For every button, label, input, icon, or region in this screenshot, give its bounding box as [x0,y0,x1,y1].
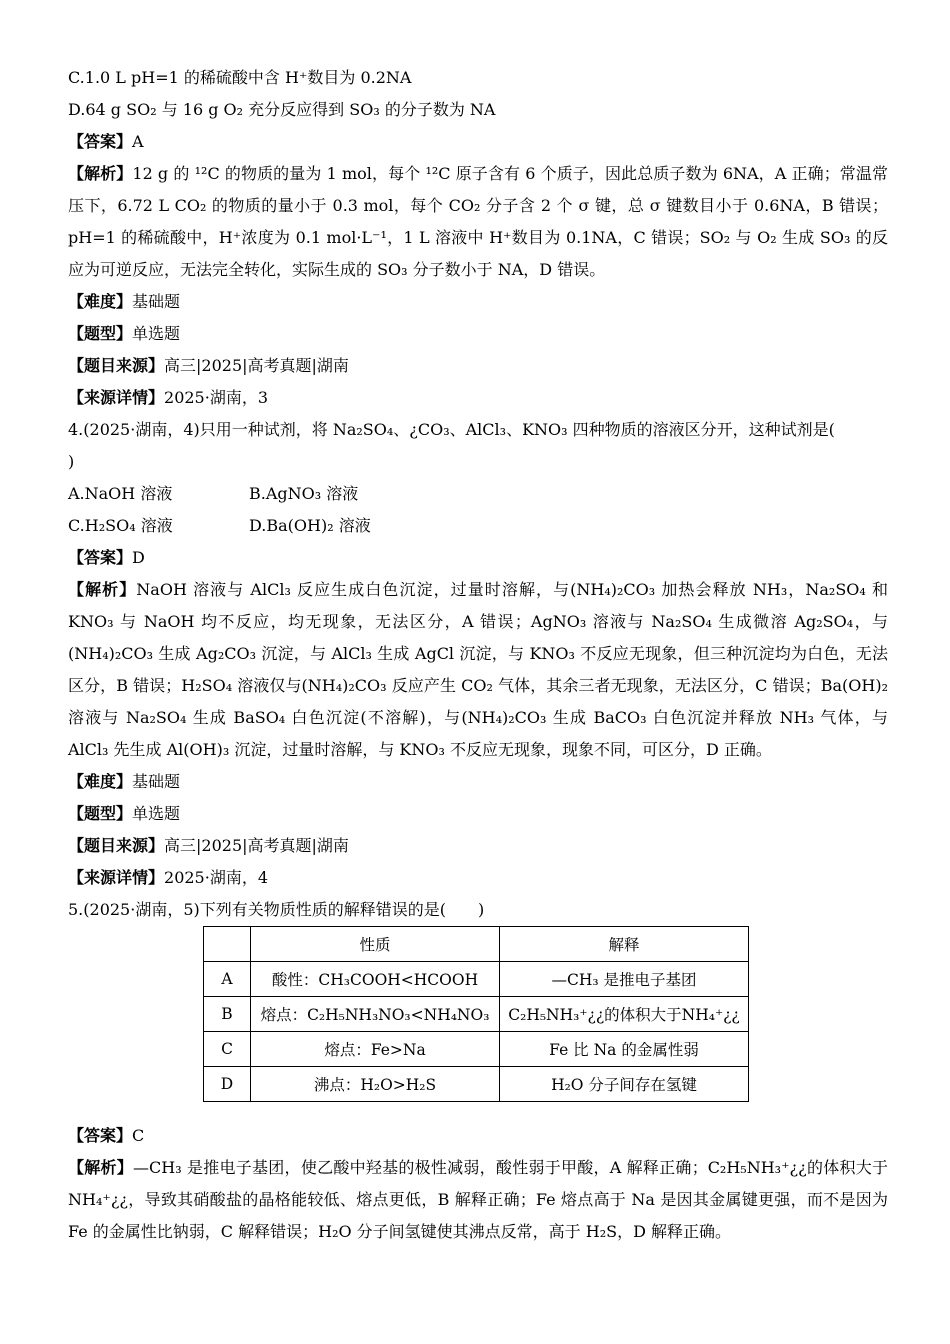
detail-tag: 【来源详情】 [68,868,165,887]
q5-analysis [68,1152,888,1248]
q4-option-b: B.AgNO₃ 溶液 [249,484,359,503]
q3-type [68,318,888,350]
table-cell: C [204,1032,251,1067]
spacer [68,1102,888,1120]
type-tag: 【题型】 [68,804,133,823]
difficulty-value: 基础题 [132,292,181,311]
table-cell: D [204,1067,251,1102]
q3-answer [68,126,888,158]
q3-difficulty [68,286,888,318]
analysis-text: 12 g 的 ¹²C 的物质的量为 1 mol，每个 ¹²C 原子含有 6 个质子，因此总质子数为 6NA，A 正确；常温常压下，6.72 L CO₂ 的物质的量小于 0.3 mol，每个 CO₂ 分子含 2 个 σ 键，总 σ 键数目小于 0.6NA，B 错误；pH=1 的稀硫酸中，H⁺浓度为 0.1 mol·L⁻¹，1 L 溶液中 H⁺数目为 0.1NA，C 错误；SO₂ 与 O₂ 生成 SO₃ 的反应为可逆反应，无法完全转化，实际生成的 SO₃ 分子数小于 NA，D 错误。 [68,164,888,279]
answer-tag: 【答案】 [68,548,133,567]
q3-source-detail [68,382,888,414]
detail-value: 2025·湖南，3 [164,388,269,407]
difficulty-tag: 【难度】 [68,292,133,311]
type-value: 单选题 [132,804,181,823]
q3-analysis [68,158,888,286]
table-cell: 熔点：Fe>Na [251,1032,500,1067]
table-cell: A [204,962,251,997]
table-cell: —CH₃ 是推电子基团 [500,962,749,997]
table-cell: C₂H₅NH₃⁺¿¿的体积大于NH₄⁺¿¿ [500,997,749,1032]
table-header-cell: 解释 [500,927,749,962]
table-header-row [204,927,749,962]
source-tag: 【题目来源】 [68,356,165,375]
q4-source-detail [68,862,888,894]
q4-stem: 4.(2025·湖南，4)只用一种试剂，将 Na₂SO₄、¿CO₃、AlCl₃、KNO₃ 四种物质的溶液区分开，这种试剂是( [68,420,835,439]
answer-tag: 【答案】 [68,1126,133,1145]
table-row [204,1032,749,1067]
source-tag: 【题目来源】 [68,836,165,855]
analysis-tag: 【解析】 [68,164,133,183]
table-header-cell [204,927,251,962]
q3-option-c: C.1.0 L pH=1 的稀硫酸中含 H⁺数目为 0.2NA [68,68,412,87]
analysis-text: —CH₃ 是推电子基团，使乙酸中羟基的极性减弱，酸性弱于甲酸，A 解释正确；C₂H₅NH₃⁺¿¿的体积大于NH₄⁺¿¿，导致其硝酸盐的晶格能较低、熔点更低，B 解释正确；Fe 熔点高于 Na 是因其金属键更强，而不是因为 Fe 的金属性比钠弱，C 解释错误；H₂O 分子间氢键使其沸点反常，高于 H₂S，D 解释正确。 [68,1158,888,1241]
q4-option-a: A.NaOH 溶液 [68,484,173,503]
q4-stem-end: ) [68,452,75,471]
source-value: 高三|2025|高考真题|湖南 [164,356,349,375]
answer-value: D [132,548,145,567]
q4-source [68,830,888,862]
answer-tag: 【答案】 [68,132,133,151]
q4-difficulty [68,766,888,798]
q4-option-d: D.Ba(OH)₂ 溶液 [249,516,371,535]
q4-options-row-1 [68,478,888,510]
analysis-tag: 【解析】 [68,580,137,599]
q3-option-d: D.64 g SO₂ 与 16 g O₂ 充分反应得到 SO₃ 的分子数为 NA [68,100,496,119]
difficulty-value: 基础题 [132,772,181,791]
table-cell: 沸点：H₂O>H₂S [251,1067,500,1102]
answer-value: A [132,132,144,151]
type-value: 单选题 [132,324,181,343]
q5-answer [68,1120,888,1152]
q4-answer [68,542,888,574]
table-row [204,1067,749,1102]
q4-type [68,798,888,830]
table-row [204,997,749,1032]
analysis-tag: 【解析】 [68,1158,134,1177]
table-cell: 酸性：CH₃COOH<HCOOH [251,962,500,997]
type-tag: 【题型】 [68,324,133,343]
q4-options-row-2 [68,510,888,542]
table-cell: H₂O 分子间存在氢键 [500,1067,749,1102]
table-cell: Fe 比 Na 的金属性弱 [500,1032,749,1067]
table-cell: 熔点：C₂H₅NH₃NO₃<NH₄NO₃ [251,997,500,1032]
table-cell: B [204,997,251,1032]
analysis-text: NaOH 溶液与 AlCl₃ 反应生成白色沉淀，过量时溶解，与(NH₄)₂CO₃ 加热会释放 NH₃，Na₂SO₄ 和 KNO₃ 与 NaOH 均不反应，均无现象，无法区分，A 错误；AgNO₃ 溶液与 Na₂SO₄ 生成微溶 Ag₂SO₄，与(NH₄)₂CO₃ 生成 Ag₂CO₃ 沉淀，与 AlCl₃ 生成 AgCl 沉淀，与 KNO₃ 不反应无现象，但三种沉淀均为白色，无法区分，B 错误；H₂SO₄ 溶液仅与(NH₄)₂CO₃ 反应产生 CO₂ 气体，其余三者无现象，无法区分，C 错误；Ba(OH)₂ 溶液与 Na₂SO₄ 生成 BaSO₄ 白色沉淀(不溶解)，与(NH₄)₂CO₃ 生成 BaCO₃ 白色沉淀并释放 NH₃ 气体，与 AlCl₃ 先生成 Al(OH)₃ 沉淀，过量时溶解，与 KNO₃ 不反应无现象，现象不同，可区分，D 正确。 [68,580,888,759]
q4-analysis [68,574,888,766]
q4-option-c: C.H₂SO₄ 溶液 [68,516,173,535]
detail-value: 2025·湖南，4 [164,868,269,887]
q3-source [68,350,888,382]
answer-value: C [132,1126,145,1145]
document-page [68,62,888,1248]
detail-tag: 【来源详情】 [68,388,165,407]
table-header-cell: 性质 [251,927,500,962]
source-value: 高三|2025|高考真题|湖南 [164,836,349,855]
table-row [204,962,749,997]
q5-table [203,926,749,1102]
q5-stem: 5.(2025·湖南，5)下列有关物质性质的解释错误的是( ) [68,900,485,919]
difficulty-tag: 【难度】 [68,772,133,791]
